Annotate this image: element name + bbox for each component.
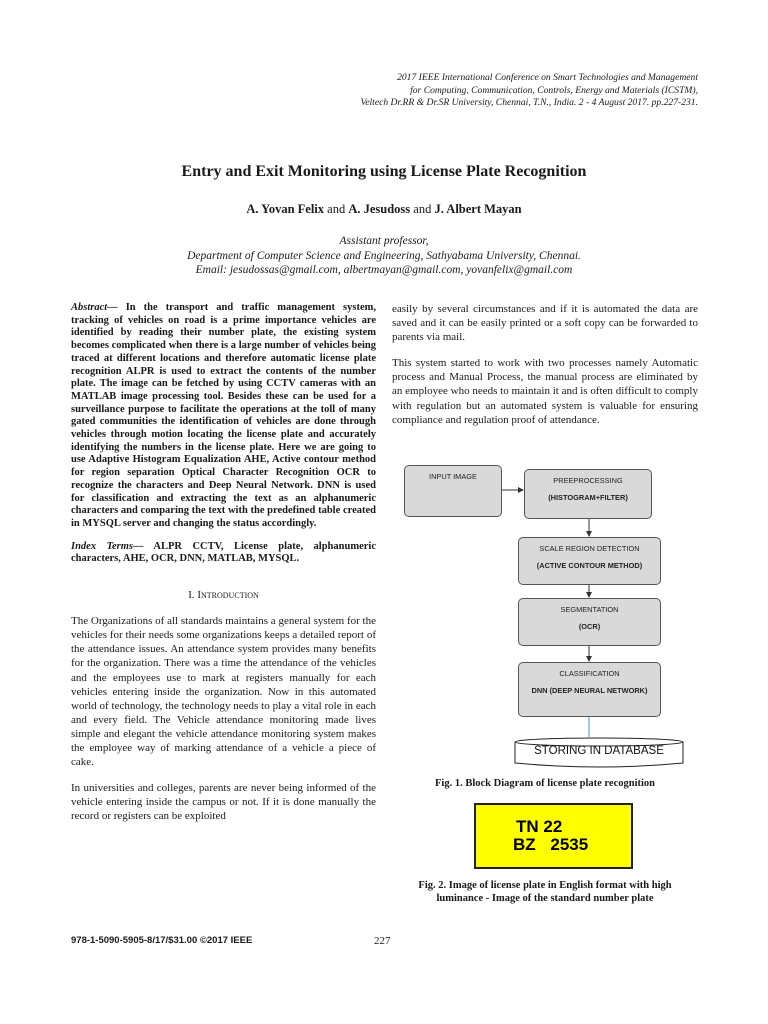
index-terms-text: ALPR CCTV, License plate, alphanumeric characters, AHE, OCR, DNN, MATLAB, MYSQL. [71,540,376,565]
paper-title: Entry and Exit Monitoring using License Plate Recognition [181,163,587,180]
segmentation-subtitle: (OCR) [578,622,601,631]
plate-line-2: BZ 2535 [513,835,589,854]
classification-subtitle: DNN (DEEP NEURAL NETWORK) [531,686,648,695]
preprocessing-subtitle: (HISTOGRAM+FILTER) [548,493,628,502]
section-number: I. [188,589,195,602]
figure-2-caption-line-2: luminance - Image of the standard number plate [436,893,654,904]
figure-1-caption: Fig. 1. Block Diagram of license plate recognition [435,778,655,789]
abstract-text: In the transport and traffic management system, tracking of vehicles on road is a prime importance vehicles are identified by reading their number plate, the existing system becomes complicated when there is a large number of vehicles being traced at different locations and therefore automatic license plate recognition ALPR is used to extract the contents of the number plate. The image can be fetched by using CCTV cameras with an MATLAB image processing tool. Besides these can be used for a surveillance purpose to facilitate the operations at the toll of many gated communities the identification of vehicles are done through vehicles through motion locating the license plate and accurately identifying the numbers in the license plate. Here we are going to use Adaptive Histogram Equalization AHE, Active contour method for region separation Optical Character Recognition OCR to recognize the characters and Deep Neural Network. DNN is used for classification and extracting the text as an alphanumeric characters and comparing the text with the predefined table created in MYSQL server and changing the status accordingly. [71,302,376,529]
classification-title: CLASSIFICATION [559,669,620,678]
author-conjunction: and [327,202,346,216]
right-paragraph-2: This system started to work with two processes namely Automatic process and Manual Process, the manual process are eliminated by an employee who needs to maintain it and is often difficult to comply with regulation but an automated system is valuable for ensuring compliance and regulation proof of attendance. [392,357,698,426]
abstract-label: Abstract— [71,302,118,313]
isbn-copyright: 978-1-5090-5905-8/17/$31.00 ©2017 IEEE [71,935,253,946]
preprocessing-box [524,469,652,519]
affiliation-role: Assistant professor, [339,235,429,247]
intro-paragraph-2: In universities and colleges, parents are never being informed of the vehicle entering inside the campus or not. If it is done manually the record or registers can be exploited [71,782,376,823]
input-image-label: INPUT IMAGE [429,472,477,481]
scale-region-subtitle: (ACTIVE CONTOUR METHOD) [536,561,643,570]
segmentation-box [518,598,661,646]
figure-2-caption [392,879,698,905]
input-image-box [404,465,502,517]
author-2: A. Jesudoss [348,202,411,216]
scale-region-title: SCALE REGION DETECTION [539,544,640,553]
conference-line-1: 2017 IEEE International Conference on Smart Technologies and Management [397,72,698,83]
affiliation-department: Department of Computer Science and Engineering, Sathyabama University, Chennai. [187,249,581,262]
classification-box [518,662,661,717]
scale-region-box [518,537,661,585]
plate-line-1: TN 22 [516,817,563,836]
index-terms-label: Index Terms— [71,540,144,552]
conference-line-2: for Computing, Communication, Controls, Energy and Materials (ICSTM), [410,84,698,96]
author-conjunction: and [413,202,432,216]
preprocessing-title: PREEPROCESSING [553,476,623,485]
intro-paragraph-1: The Organizations of all standards maintains a general system for the vehicles for their needs some organizations keeps a detailed report of the attendance issues. An attendance system provides many benefits for the organization. There was a time the attendance of the vehicles and the employees use to mark at registers manually for each vehicles entering inside the organization. Now in this automated world of technology, the technology needs to play a vital role in each and every field. The Vehicle attendance monitoring made lives simple and elegant the vehicle attendance monitoring system makes the employee way of marking attendance of a vehicle a piece of cake. [71,615,376,769]
section-title: Introduction [197,589,259,602]
license-plate-image [474,803,633,869]
author-3: J. Albert Mayan [434,202,522,216]
affiliation-email: Email: jesudossas@gmail.com, albertmayan@gmail.com, yovanfelix@gmail.com [195,264,573,277]
segmentation-title: SEGMENTATION [560,605,619,614]
conference-line-3: Veltech Dr.RR & Dr.SR University, Chennai, T.N., India. 2 - 4 August 2017. pp.227-231. [360,97,698,108]
author-1: A. Yovan Felix [246,202,325,216]
right-paragraph-1: easily by several circumstances and if it is automated the data are saved and it can be easily printed or a soft copy can be forwarded to parents via mail. [392,303,698,344]
database-label: STORING IN DATABASE [534,745,664,757]
figure-2-caption-line-1: Fig. 2. Image of license plate in English format with high [418,880,672,891]
database-cylinder [513,737,685,767]
page-number: 227 [374,935,391,947]
